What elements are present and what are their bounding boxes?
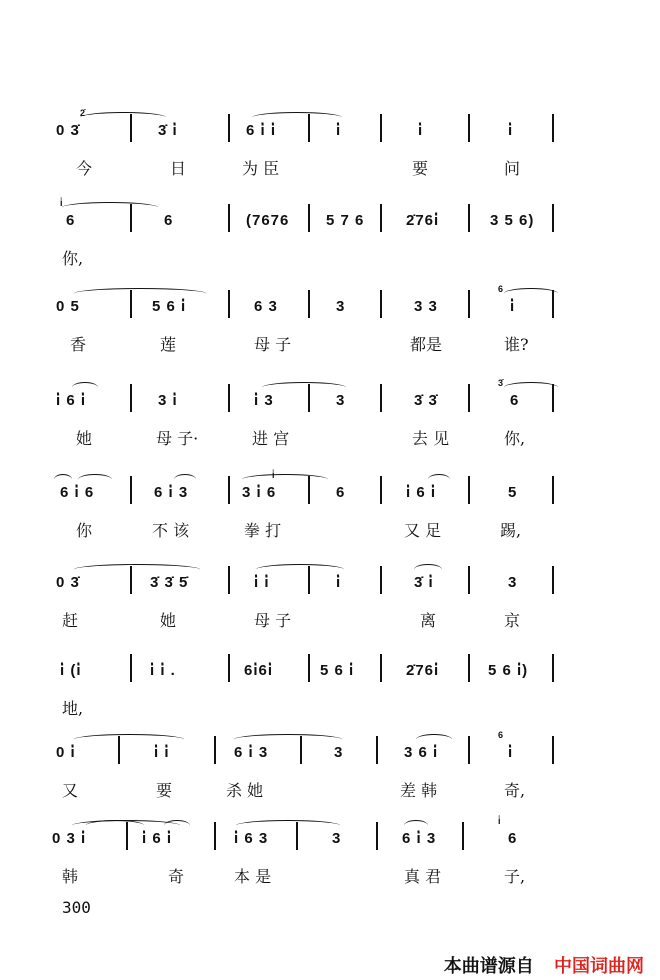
lyric: 京 — [504, 611, 521, 630]
bar-line — [214, 736, 216, 764]
notes-measure: 0 3 i̇ — [52, 830, 87, 847]
grace-note: i̇ — [60, 198, 63, 208]
score-row-8 — [0, 730, 660, 832]
bar-line — [468, 654, 470, 682]
lyric: 母 子 — [254, 335, 292, 354]
bar-line — [380, 290, 382, 318]
lyric: 母 子 — [254, 611, 292, 630]
bar-line — [130, 114, 132, 142]
bar-line — [468, 204, 470, 232]
grace-note: 6 — [498, 730, 504, 740]
bar-line — [380, 566, 382, 594]
notes-measure: 3 — [334, 744, 344, 761]
lyric: 要 — [156, 781, 173, 800]
bar-line — [552, 384, 554, 412]
bar-line — [462, 822, 464, 850]
bar-line — [126, 822, 128, 850]
notes-measure: i̇ — [336, 122, 342, 139]
notes-measure: i̇ — [508, 744, 514, 761]
bar-line — [380, 114, 382, 142]
notes-measure: 6 i̇ 3 — [234, 744, 269, 761]
notes-measure: 3 i̇ — [158, 392, 178, 409]
bar-line — [228, 290, 230, 318]
notes-measure: i̇ 6 i̇ — [406, 484, 437, 501]
lyric: 你, — [504, 429, 526, 448]
lyric: 谁? — [504, 335, 529, 354]
footer-site-link[interactable]: 中国词曲网 — [554, 956, 644, 977]
bar-line — [228, 476, 230, 504]
grace-note: i̇ — [498, 816, 501, 826]
lyric: 为 臣 — [242, 159, 280, 178]
score-row-2 — [0, 198, 660, 300]
notes-measure: 0 5 — [56, 298, 80, 315]
lyric: 你, — [62, 249, 84, 268]
bar-line — [552, 114, 554, 142]
bar-line — [552, 736, 554, 764]
lyric: 她 — [76, 429, 93, 448]
notes-measure: i̇ — [510, 298, 516, 315]
lyric: 去 见 — [412, 429, 450, 448]
notes-measure: 3 i̇ 6 — [242, 484, 277, 501]
notes-measure: (7676 — [246, 212, 290, 229]
lyric: 今 — [76, 159, 93, 178]
lyric: 拳 打 — [244, 521, 282, 540]
notes-measure: i̇ 6 i̇ — [56, 392, 87, 409]
slur — [86, 820, 144, 831]
slur — [74, 288, 206, 299]
score-row-4 — [0, 378, 660, 480]
notes-measure: 5 6 i̇ — [320, 662, 355, 679]
bar-line — [376, 736, 378, 764]
notes-measure: 3 3 — [414, 298, 438, 315]
bar-line — [308, 476, 310, 504]
lyric: 韩 — [62, 867, 79, 886]
notes-measure: 3̇ i̇ — [414, 574, 434, 591]
lyric: 赶 — [62, 611, 79, 630]
lyric: 差 韩 — [400, 781, 438, 800]
bar-line — [130, 204, 132, 232]
notes-measure: 3 — [332, 830, 342, 847]
bar-line — [228, 204, 230, 232]
lyric: 又 足 — [404, 521, 442, 540]
notes-measure: 3 — [508, 574, 518, 591]
grace-note: 2̇ — [80, 108, 86, 118]
lyric: 都是 — [410, 335, 443, 354]
grace-note: i̇ — [272, 470, 275, 480]
notes-measure: i̇ — [336, 574, 342, 591]
notes-measure: i̇ i̇ — [154, 744, 170, 761]
bar-line — [130, 566, 132, 594]
notes-measure: 6 — [164, 212, 174, 229]
notes-measure: i̇ i̇ . — [150, 662, 176, 679]
slur — [62, 202, 158, 213]
bar-line — [552, 476, 554, 504]
notes-measure: 5 6 i̇) — [488, 662, 529, 679]
lyric: 你 — [76, 521, 93, 540]
bar-line — [228, 384, 230, 412]
bar-line — [376, 822, 378, 850]
notes-measure: 3̇ 3̇ — [414, 392, 438, 409]
bar-line — [468, 290, 470, 318]
lyric: 真 君 — [404, 867, 442, 886]
bar-line — [468, 736, 470, 764]
notes-measure: i̇ 6 3 — [234, 830, 269, 847]
notes-measure: 5 7 6 — [326, 212, 365, 229]
bar-line — [228, 566, 230, 594]
grace-note: 3̇ — [498, 378, 504, 388]
notes-measure: 6 — [66, 212, 76, 229]
lyric: 莲 — [160, 335, 177, 354]
bar-line — [552, 204, 554, 232]
bar-line — [380, 204, 382, 232]
bar-line — [552, 654, 554, 682]
notes-measure: 3 6 i̇ — [404, 744, 439, 761]
bar-line — [308, 114, 310, 142]
lyric: 奇, — [504, 781, 526, 800]
notes-measure: 6 i̇ 6 — [60, 484, 95, 501]
bar-line — [380, 384, 382, 412]
lyric: 问 — [504, 159, 521, 178]
bar-line — [552, 566, 554, 594]
notes-measure: i̇ 3 — [254, 392, 274, 409]
bar-line — [228, 654, 230, 682]
notes-measure: 6 i̇ 3 — [154, 484, 189, 501]
notes-measure: 5 6 i̇ — [152, 298, 187, 315]
grace-note: 6 — [498, 284, 504, 294]
bar-line — [296, 822, 298, 850]
bar-line — [130, 290, 132, 318]
notes-measure: 6 i̇ 3 — [402, 830, 437, 847]
bar-line — [308, 290, 310, 318]
notes-measure: 3 5 6) — [490, 212, 535, 229]
score-row-3 — [0, 284, 660, 386]
lyric: 地, — [62, 699, 84, 718]
bar-line — [308, 384, 310, 412]
bar-line — [130, 654, 132, 682]
notes-measure: 0 i̇ — [56, 744, 76, 761]
bar-line — [552, 290, 554, 318]
slur — [262, 382, 346, 393]
bar-line — [228, 114, 230, 142]
lyric: 奇 — [168, 867, 185, 886]
notes-measure: 2̇76i̇ — [406, 212, 440, 229]
page-number: 300 — [62, 898, 91, 917]
bar-line — [118, 736, 120, 764]
bar-line — [130, 384, 132, 412]
notes-measure: 6i̇6i̇ — [244, 662, 274, 679]
notes-measure: 6 — [510, 392, 520, 409]
lyric: 日 — [170, 159, 187, 178]
bar-line — [380, 654, 382, 682]
lyric: 不 该 — [152, 521, 190, 540]
notes-measure: 3̇ i̇ — [158, 122, 178, 139]
notes-measure: i̇ i̇ — [254, 574, 270, 591]
notes-measure: 6 i̇ i̇ — [246, 122, 277, 139]
notes-measure: 2̇76i̇ — [406, 662, 440, 679]
notes-measure: 5 — [508, 484, 518, 501]
bar-line — [130, 476, 132, 504]
lyric: 踢, — [500, 521, 522, 540]
score-row-1 — [0, 108, 660, 210]
bar-line — [214, 822, 216, 850]
lyric: 她 — [160, 611, 177, 630]
lyric: 要 — [412, 159, 429, 178]
slur — [80, 112, 166, 123]
bar-line — [468, 476, 470, 504]
footer-watermark — [444, 952, 644, 978]
lyric: 子, — [504, 867, 526, 886]
lyric: 又 — [62, 781, 79, 800]
notes-measure: 6 — [508, 830, 518, 847]
notes-measure: i̇ — [418, 122, 424, 139]
lyric: 本 是 — [234, 867, 272, 886]
lyric: 香 — [70, 335, 87, 354]
notes-measure: 0 3̇ — [56, 574, 80, 591]
notes-measure: 0 3̇ — [56, 122, 80, 139]
bar-line — [468, 384, 470, 412]
notes-measure: i̇ — [508, 122, 514, 139]
notes-measure: 6 — [336, 484, 346, 501]
bar-line — [308, 566, 310, 594]
score-row-6 — [0, 574, 660, 662]
lyric: 杀 她 — [226, 781, 264, 800]
lyric: 离 — [420, 611, 437, 630]
score-row-9 — [0, 816, 660, 918]
footer-source-label: 本曲谱源自 — [443, 956, 534, 977]
notes-measure: i̇ 6 i̇ — [142, 830, 173, 847]
bar-line — [468, 566, 470, 594]
bar-line — [380, 476, 382, 504]
lyric: 进 宫 — [252, 429, 290, 448]
notes-measure: 6 3 — [254, 298, 278, 315]
bar-line — [300, 736, 302, 764]
bar-line — [308, 654, 310, 682]
notes-measure: 3 — [336, 392, 346, 409]
lyric: 母 子· — [156, 429, 199, 448]
bar-line — [308, 204, 310, 232]
notes-measure: 3̇ 3̇ 5̇ — [150, 574, 189, 591]
notes-measure: 3 — [336, 298, 346, 315]
notes-measure: i̇ (i̇ — [60, 662, 82, 679]
score-row-5 — [0, 470, 660, 572]
bar-line — [468, 114, 470, 142]
